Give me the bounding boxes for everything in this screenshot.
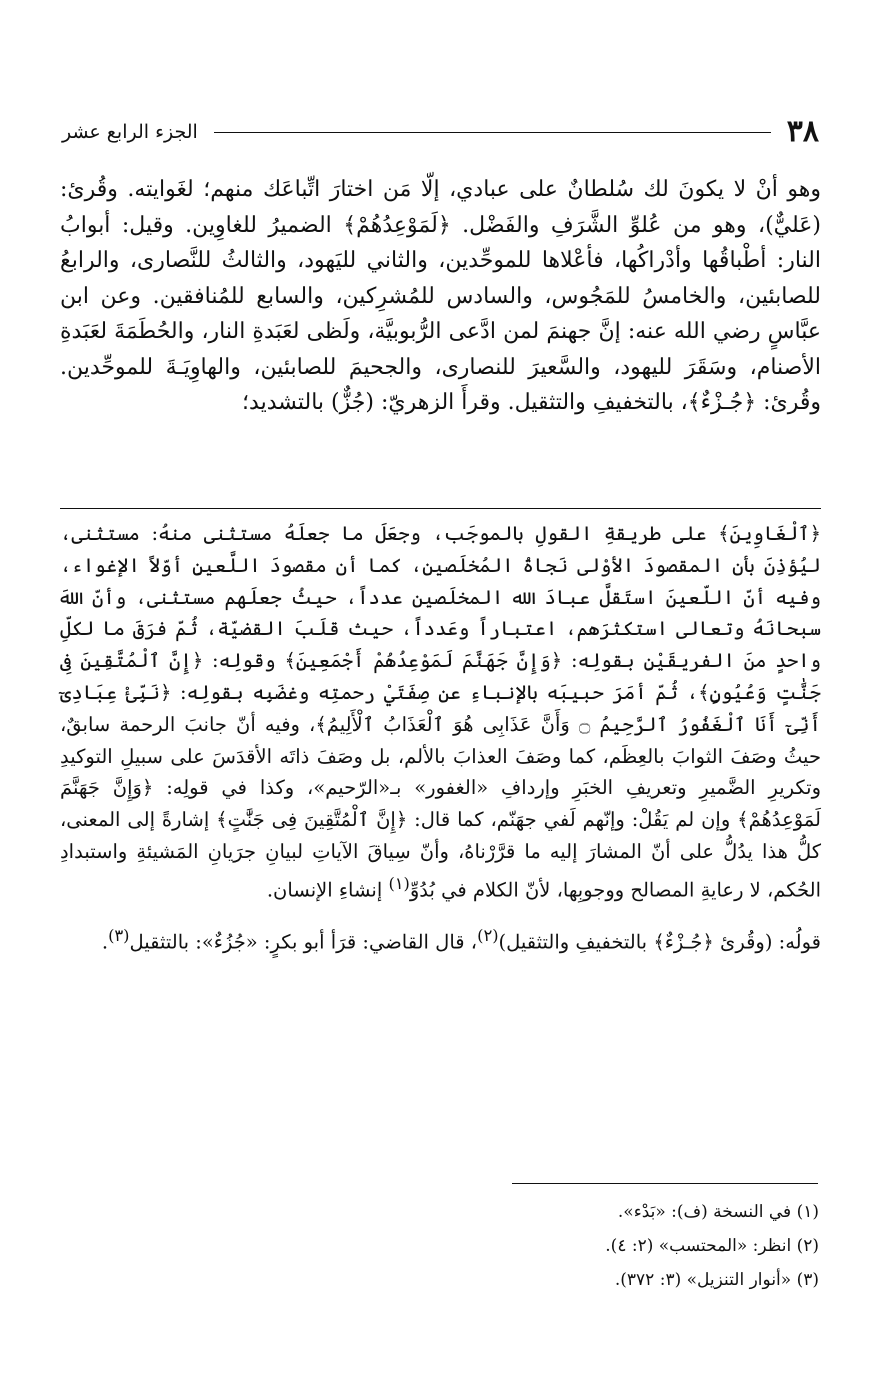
footnote-1: (١) في النسخة (ف): «بَدْء». [617,1202,819,1222]
page-number: ٣٨ [786,114,819,149]
header-rule [214,132,771,133]
commentary-paragraph-2-end: . [101,930,109,954]
footnote-separator [512,1183,818,1184]
part-title: الجزء الرابع عشر [62,120,198,143]
footnote-ref-3[interactable]: (٣) [108,926,130,946]
footnote-3: (٣) «أنوار التنزيل» (٣: ٣٧٢). [614,1270,819,1290]
footnote-ref-2[interactable]: (٢) [477,926,499,946]
commentary-paragraph-2-mid: ، قال القاضي: قرَأ أبو بكرٍ: «جُزُءٌ»: بالتثقيل [129,930,478,954]
main-paragraph: وهو أنْ لا يكونَ لك سُلطانٌ على عبادي، إلّا مَن اختارَ اتِّباعَك منهم؛ لغَوايته. وقُرئ: (عَليٌّ)، وهو من عُلوِّ الشَّرَفِ والفَضْل. ﴿لَمَوْعِدُهُمْ﴾ الضميرُ للغاوِين. وقيل: أبوابُ النار: أطْباقُها وأدْراكُها، فأعْلاها للموحِّدين، والثاني لليَهود، والثالثُ للنَّصارى، والرابعُ للصابئين، والخامسُ للمَجُوس، والسادس للمُشرِكين، والسابع للمُنافقين. وعن ابن عبَّاسٍ رضي الله عنه: إنَّ جهنمَ لمن ادَّعى الرُّبوبيَّة، ولَظى لعَبَدةِ النار، والحُطَمَةَ لعَبَدةِ الأصنام، وسَقَرَ لليهود، والسَّعيرَ للنصارى، والجحيمَ للصابئين، والهاوِيَـةَ للموحِّدين. وقُرئ: ﴿جُـزْءٌ﴾، بالتخفيفِ والتثقيل. وقرأَ الزهريّ: (جُزٌّ) بالتشديد؛ [60,177,821,415]
commentary-paragraph-1-end: إنشاءِ الإنسان. [266,878,389,902]
main-separator [60,508,821,509]
commentary-paragraph-2 [60,920,821,958]
commentary-paragraph-2-text: قولُه: (وقُرئ ﴿جُـزْءٌ﴾ بالتخفيفِ والتثقيل) [498,930,821,954]
main-text [60,172,821,421]
footnote-2: (٢) انظر: «المحتسب» (٢: ٤). [605,1236,819,1256]
commentary-text [60,518,821,958]
page-header [62,112,819,152]
footnotes [200,1195,819,1297]
footnote-ref-1[interactable]: (١) [388,873,410,893]
commentary-paragraph-1 [60,518,821,906]
commentary-paragraph-1-text: ﴿ٱلْغَاوِينَ﴾ على طريقةِ القولِ بالموجَب، وجعَلَ ما جعلَهُ مستثنى منهُ: مستثنى، ليُؤذِنَ بأن المقصودَ الأوْلى نَجاةُ المُخلَصين، كما أن مقصودَ اللَّعينِ أوّلاً الإغواء، وفيه أنّ اللّعينَ استَقلَّ عبادَ الله المخلَصين عدداً، حيثُ جعلَهم مستثنى، وأنّ اللهَ سبحانَهُ وتعالى استكثرَهم، اعتباراً وعَدداً، حيث قلَبَ القضيّة، ثُمّ فرَقَ ما لكلِّ واحدٍ منَ الفريقَيْنِ بقولِه: ﴿وَإِنَّ جَهَنَّمَ لَمَوْعِدُهُمْ أَجْمَعِينَ﴾ وقولِه: ﴿إِنَّ ٱلْمُتَّقِينَ فِى جَنَّٰتٍ وَعُيُونٍ﴾، ثُمّ أمَرَ حبيبَه بالإنباءِ عن صِفَتَيْ رحمتِه وغضَبِه بقولِه: ﴿نَبِّئْ عِبَادِىٓ أَنِّىٓ أَنَا ٱلْغَفُورُ ٱلرَّحِيمُ ۝ وَأَنَّ عَذَابِى هُوَ ٱلْعَذَابُ ٱلْأَلِيمُ﴾، وفيه أنّ جانبَ الرحمة سابقٌ، حيثُ وصَفَ الثوابَ بالعِظَم، كما وصَفَ العذابَ بالألم، بل وصَفَ ذاتَه الأقدَسَ على سبيلِ التوكيدِ وتكريرِ الضَّميرِ وتعريفِ الخبَرِ وإردافِ «الغفور» بـ«الرّحيم»، وكذا في قولِه: ﴿وَإِنَّ جَهَنَّمَ لَمَوْعِدُهُمْ﴾ وإن لم يَقُلْ: وإنّهم لَفي جهَنّم، كما قال: ﴿إِنَّ ٱلْمُتَّقِينَ فِى جَنَّٰتٍ﴾ إشارةً إلى المعنى، كلُّ هذا يدُلُّ على أنّ المشارَ إليه ما قرَّرْناهُ، وأنّ سِياقَ الآياتِ لبيانِ جرَيانِ المَشيئةِ واستبدادِ الحُكم، لا رعايةِ المصالح ووجوبِها، لأنّ الكلام في بُدُوِّ [60,522,821,902]
